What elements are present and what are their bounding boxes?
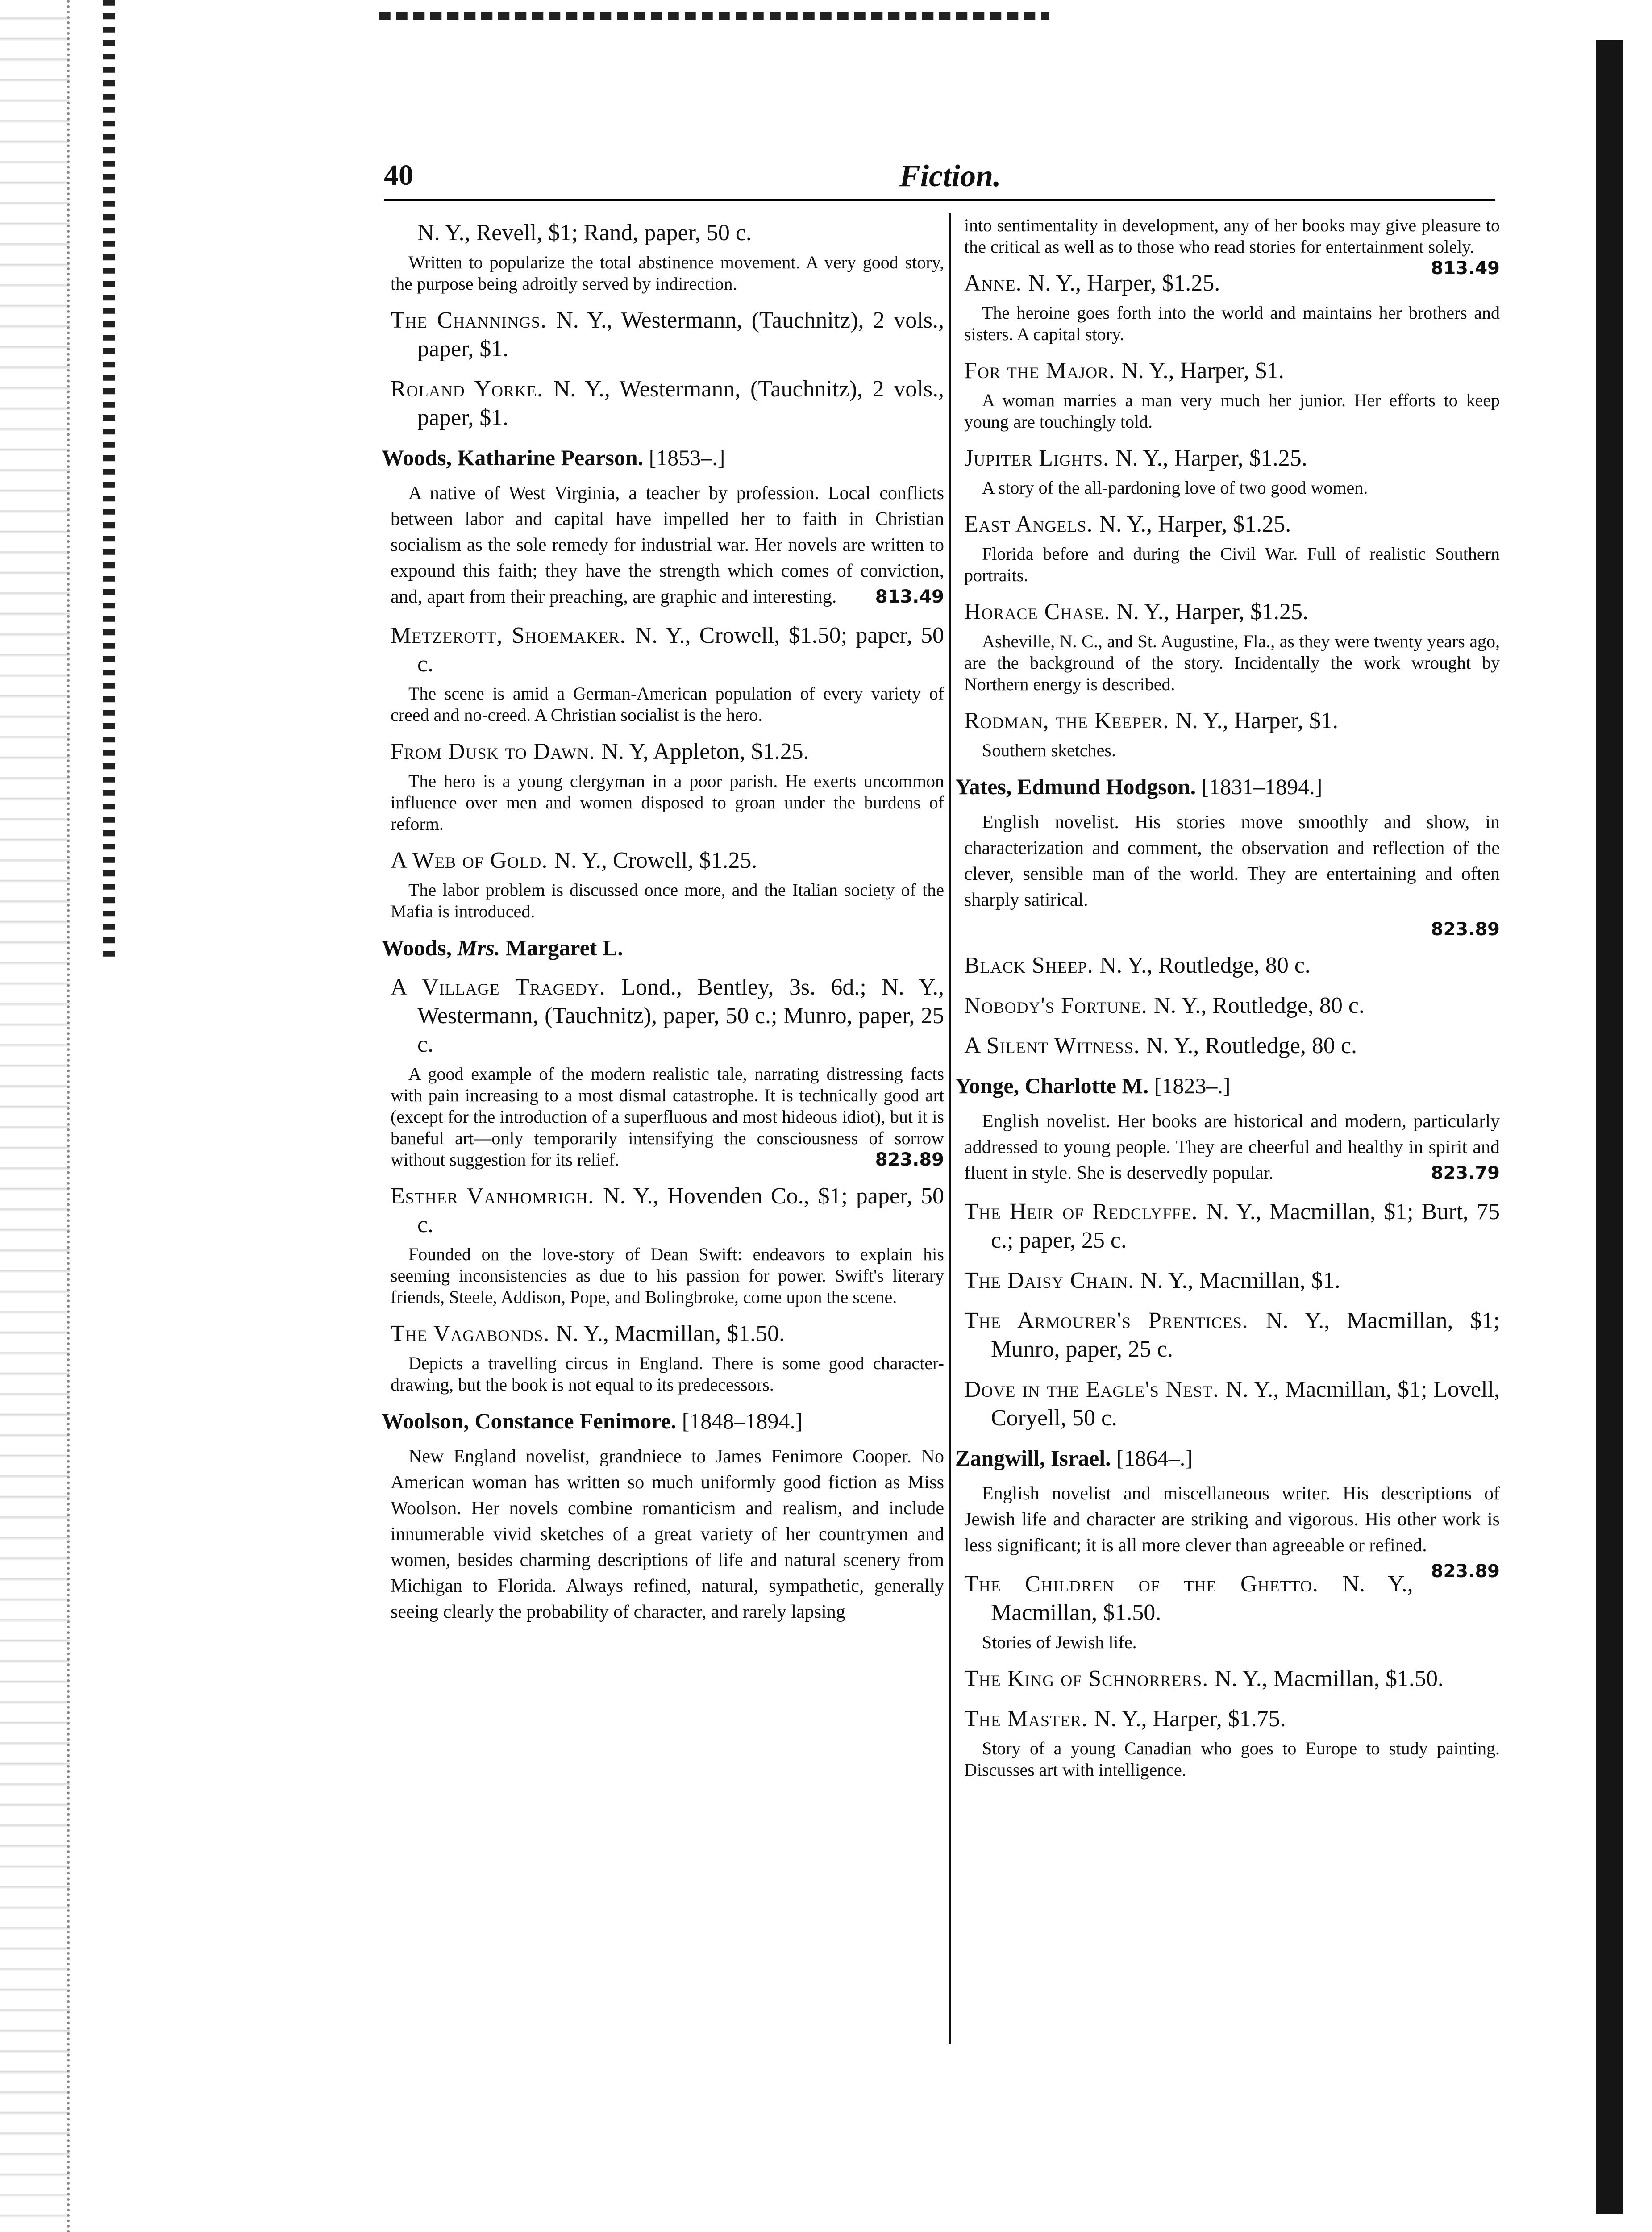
scan-binding-edge <box>103 0 115 960</box>
class-number: 823.79 <box>1431 1163 1500 1183</box>
author-heading: Yates, Edmund Hodgson. [1831–1894.] <box>955 774 1323 799</box>
entry-title: Anne. N. Y., Harper, $1.25. <box>964 271 1220 296</box>
entry-note: The labor problem is discussed once more, and the Italian society of the Mafia is introduced. <box>391 880 944 921</box>
entry-title: The Vagabonds. N. Y., Macmillan, $1.50. <box>391 1321 785 1346</box>
author-bio: English novelist. Her books are historical and modern, particularly addressed to young people. They are cheerful and healthy in spirit and fluent in style. She is deservedly popular. 823.79 <box>964 1108 1500 1186</box>
entry-note: The heroine goes forth into the world and maintains her brothers and sisters. A capital story. <box>964 303 1500 344</box>
class-number: 823.89 <box>1431 919 1500 940</box>
author-heading: Zangwill, Israel. [1864–.] <box>955 1445 1193 1470</box>
entry-title: Roland Yorke. N. Y., Westermann, (Tauchnitz), 2 vols., paper, $1. <box>391 376 944 430</box>
entry-title: Rodman, the Keeper. N. Y., Harper, $1. <box>964 708 1338 733</box>
entry-title: Esther Vanhomrigh. N. Y., Hovenden Co., $1; paper, 50 c. <box>391 1183 945 1237</box>
entry-note: A good example of the modern realistic tale, narrating distressing facts with pain increasing to a most dismal catastrophe. It is technically good art (except for the introduction of a superfluous and most hideous idiot), but it is baneful art—only temporarily intensifying the consciousness of sorrow without suggestion for its relief. 823.89 <box>391 1064 944 1170</box>
entry-title: Jupiter Lights. N. Y., Harper, $1.25. <box>964 446 1307 471</box>
entry-title: The Channings. N. Y., Westermann, (Tauchnitz), 2 vols., paper, $1. <box>391 308 944 362</box>
entry-title: The Master. N. Y., Harper, $1.75. <box>964 1706 1286 1732</box>
entry-title: Metzerott, Shoemaker. N. Y., Crowell, $1.50; paper, 50 c. <box>391 623 945 677</box>
author-heading: Woolson, Constance Fenimore. [1848–1894.] <box>382 1408 803 1433</box>
scan-margin-right <box>1596 40 1623 2214</box>
entry-title: A Silent Witness. N. Y., Routledge, 80 c. <box>964 1033 1357 1058</box>
class-number: 813.49 <box>1431 258 1500 279</box>
entry-note: The hero is a young clergyman in a poor parish. He exerts uncommon influence over men and women disposed to groan under the burdens of reform. <box>391 771 944 834</box>
entry-note: Founded on the love-story of Dean Swift: endeavors to explain his seeming inconsistencies as due to his passion for power. Swift's literary friends, Steele, Addison, Pope, and Bolingbroke, come upon the scene. <box>391 1244 944 1307</box>
entry-note: Stories of Jewish life. <box>982 1632 1137 1652</box>
class-number: 823.89 <box>875 1149 944 1170</box>
entry-note: A story of the all-pardoning love of two good women. <box>982 478 1368 498</box>
continuation-text: into sentimentality in development, any of her books may give pleasure to the critical as well as to those who read stories for entertainment solely. 813.49 <box>964 215 1500 279</box>
entry-title: Dove in the Eagle's Nest. N. Y., Macmillan, $1; Lovell, Coryell, 50 c. <box>964 1377 1500 1431</box>
left-column <box>382 219 945 1631</box>
entry-title: A Village Tragedy. Lond., Bentley, 3s. 6d.; N. Y., Westermann, (Tauchnitz), paper, 50 c.; Munro, paper, 25 c. <box>391 974 945 1057</box>
entry-note: The scene is amid a German-American population of every variety of creed and no-creed. A Christian socialist is the hero. <box>391 683 944 725</box>
entry-title: Black Sheep. N. Y., Routledge, 80 c. <box>964 953 1311 978</box>
page-header <box>384 158 1495 201</box>
continuation-line: N. Y., Revell, $1; Rand, paper, 50 c. <box>417 220 752 246</box>
entry-title: Horace Chase. N. Y., Harper, $1.25. <box>964 599 1309 625</box>
author-heading: Woods, Katharine Pearson. [1853–.] <box>382 445 725 470</box>
entry-title: The Heir of Redclyffe. N. Y., Macmillan, $1; Burt, 75 c.; paper, 25 c. <box>964 1199 1500 1253</box>
entry-title: For the Major. N. Y., Harper, $1. <box>964 358 1284 383</box>
class-number: 823.89 <box>1431 1561 1500 1582</box>
entry-title: The Armourer's Prentices. N. Y., Macmillan, $1; Munro, paper, 25 c. <box>964 1308 1500 1362</box>
scan-top-edge <box>379 12 1049 20</box>
author-bio: A native of West Virginia, a teacher by profession. Local conflicts between labor and capital have impelled her to faith in Christian socialism as the sole remedy for industrial war. Her novels are written to expound this faith; they have the strength which comes of conviction, and, apart from their preaching, are graphic and interesting. 813.49 <box>391 480 944 610</box>
page-number: 40 <box>384 159 413 192</box>
author-bio: English novelist. His stories move smoothly and show, in characterization and comment, the observation and reflection of the clever, sensible man of the world. They are entertaining and often sharply satirical. <box>964 812 1500 910</box>
entry-title: East Angels. N. Y., Harper, $1.25. <box>964 512 1291 537</box>
class-number: 813.49 <box>875 587 944 607</box>
entry-title: Nobody's Fortune. N. Y., Routledge, 80 c. <box>964 993 1365 1018</box>
author-heading: Yonge, Charlotte M. [1823–.] <box>955 1073 1231 1098</box>
entry-title: The Children of the Ghetto. N. Y., Macmillan, $1.50. <box>964 1571 1413 1625</box>
entry-title: The Daisy Chain. N. Y., Macmillan, $1. <box>964 1268 1340 1293</box>
entry-title: The King of Schnorrers. N. Y., Macmillan, $1.50. <box>964 1666 1444 1691</box>
running-title: Fiction. <box>899 159 1001 193</box>
right-column <box>955 212 1500 1787</box>
column-divider <box>949 213 951 2044</box>
entry-note: Florida before and during the Civil War. Full of realistic Southern portraits. <box>964 544 1500 585</box>
entry-note: Southern sketches. <box>982 740 1116 760</box>
entry-note: Story of a young Canadian who goes to Europe to study painting. Discusses art with intelligence. <box>964 1738 1500 1780</box>
entry-note: A woman marries a man very much her junior. Her efforts to keep young are touchingly told. <box>964 390 1500 432</box>
entry-note: Asheville, N. C., and St. Augustine, Fla., as they were twenty years ago, are the background of the story. Incidentally the work wrought by Northern energy is described. <box>964 631 1500 694</box>
author-heading: Woods, Mrs. Margaret L. <box>382 935 623 960</box>
entry-title: A Web of Gold. N. Y., Crowell, $1.25. <box>391 848 757 873</box>
author-bio: English novelist and miscellaneous writer. His descriptions of Jewish life and character are striking and vigorous. His other work is less significant; it is all more clever than agreeable or refined. 823.89 <box>964 1481 1500 1558</box>
scan-margin-left <box>0 0 70 2232</box>
entry-title: From Dusk to Dawn. N. Y, Appleton, $1.25. <box>391 739 809 764</box>
entry-note: Depicts a travelling circus in England. There is some good character-drawing, but the book is not equal to its predecessors. <box>391 1353 944 1395</box>
author-bio: New England novelist, grandniece to James Fenimore Cooper. No American woman has written so much uniformly good fiction as Miss Woolson. Her novels combine romanticism and realism, and include innumerable vivid sketches of a great variety of her countrymen and women, besides charming descriptions of life and natural scenery from Michigan to Florida. Always refined, natural, sympathetic, generally seeing clearly the probability of character, and rarely lapsing <box>391 1446 944 1622</box>
entry-note: Written to popularize the total abstinence movement. A very good story, the purpose being adroitly served by indirection. <box>391 252 944 294</box>
